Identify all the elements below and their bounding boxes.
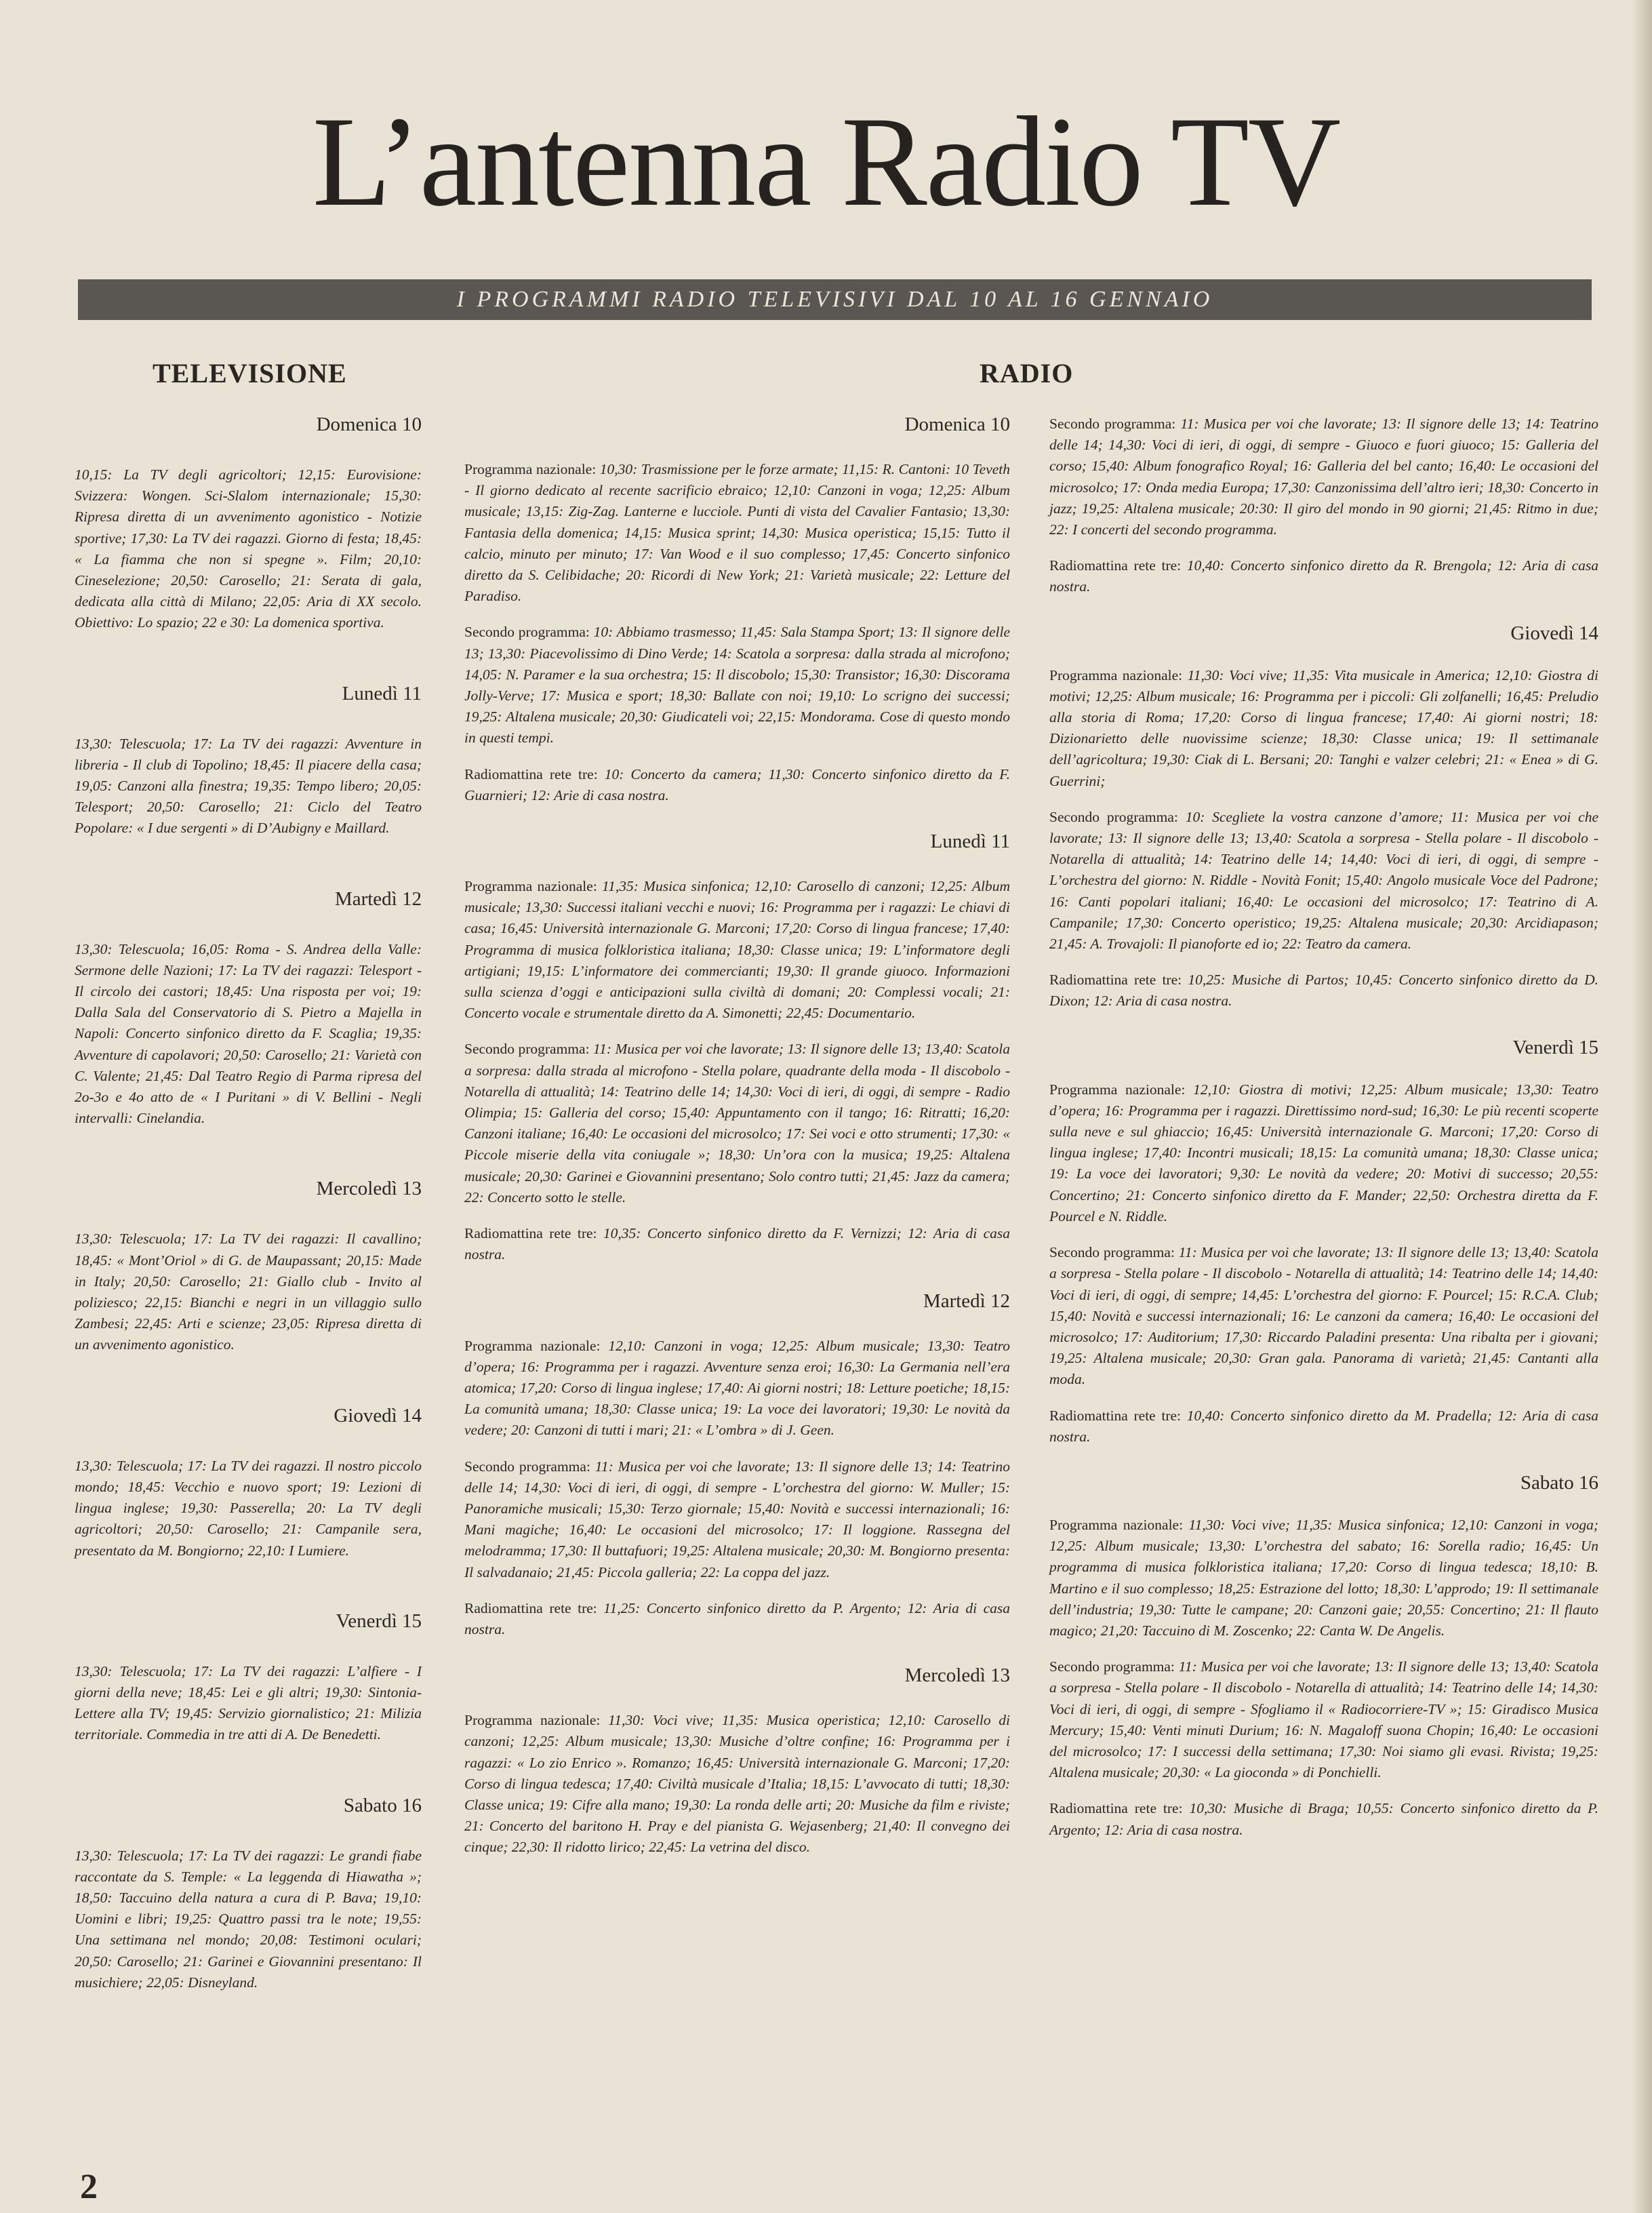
radio-day-block	[464, 414, 1010, 806]
radio-program-entry	[464, 622, 1010, 749]
radio-program-label: Programma nazionale:	[1049, 1081, 1186, 1098]
radio-program-schedule: 10,30: Musiche di Braga; 10,55: Concerto sinfonico diretto da P. Argento; 12: Aria di casa nostra.	[1049, 1800, 1599, 1838]
radio-program-label: Radiomattina rete tre:	[1049, 972, 1182, 989]
radio-program-entry	[1049, 555, 1598, 597]
radio-program-entry	[464, 1039, 1010, 1208]
tv-day-heading: Domenica 10	[316, 414, 422, 435]
radio-day-heading: Venerdì 15	[1512, 1036, 1598, 1058]
tv-day-heading: Lunedì 11	[342, 682, 422, 704]
radio-program-label: Radiomattina rete tre:	[1049, 557, 1182, 574]
radio-program-entry	[1049, 1242, 1598, 1390]
page-edge-shadow	[1632, 0, 1652, 2213]
radio-program-label: Secondo programma:	[1049, 1658, 1175, 1675]
radio-program-schedule: 10,25: Musiche di Partos; 10,45: Concerto sinfonico diretto da D. Dixon; 12: Aria di casa nostra.	[1049, 972, 1599, 1010]
radio-program-schedule: 10,40: Concerto sinfonico diretto da R. Brengola; 12: Aria di casa nostra.	[1049, 557, 1599, 595]
radio-program-schedule: 12,10: Canzoni in voga; 12,25: Album musicale; 13,30: Teatro d’opera; 16: Programma per i ragazzi. Avventure senza eroi; 16,30: La Germania nell’era atomica; 17,20: Corso di lingua inglese; 17,40: Ai giorni nostri; 18: Letture poetiche; 18,15: La comunità umana; 18,30: Classe unica; 19: La voce dei lavoratori; 19,30: Le novità da vedere; 20: Canzoni di tutti i mari; 21: « L’ombra » di J. Geen.	[464, 1337, 1011, 1439]
radio-day-block	[1049, 1037, 1598, 1448]
tv-day-block	[75, 1405, 422, 1561]
radio-program-schedule: 10,35: Concerto sinfonico diretto da F. Vernizzi; 12: Aria di casa nostra.	[464, 1225, 1010, 1263]
tv-day-heading: Sabato 16	[343, 1794, 422, 1816]
radio-program-schedule: 11,30: Voci vive; 11,35: Musica sinfonica; 12,10: Canzoni in voga; 12,25: Album musicale; 13,30: L’orchestra del sabato; 16: Sorella radio; 16,45: Un programma di musica folkloristica italiana; 17,20: Corso di lingua tedesca; 18,10: B. Martino e il suo complesso; 18,25: Estrazione del lotto; 18,30: L’approdo; 19: Il settimanale dell’industria; 19,30: Tutte le campane; 20: Canzoni gaie; 20,55: Concertino; 21: Il flauto magico; 21,20: Taccuino di M. Zoscenko; 22: Canta W. De Angelis.	[1049, 1516, 1598, 1639]
radio-program-label: Secondo programma:	[1049, 808, 1178, 825]
tv-day-block	[75, 1610, 422, 1746]
tv-day-heading: Mercoledì 13	[316, 1178, 422, 1200]
radio-day-heading: Martedì 12	[923, 1290, 1010, 1312]
radio-day-block	[1049, 622, 1598, 1012]
radio-program-entry	[1049, 1405, 1598, 1448]
television-column	[75, 414, 422, 2042]
tv-day-schedule: 13,30: Telescuola; 17: La TV dei ragazzi: L’alfiere - I giorni della neve; 18,45: Lei e gli altri; 19,30: Sintonia-Lettere alla TV; 19,45: Servizio giornalistico; 21: Milizia territoriale. Commedia in tre atti di A. De Benedetti.	[75, 1662, 422, 1743]
page-number: 2	[80, 2168, 98, 2206]
radio-day-block	[1049, 414, 1598, 598]
radio-program-label: Programma nazionale:	[464, 878, 597, 895]
radio-program-entry	[464, 1710, 1010, 1858]
radio-column-right	[1049, 414, 1598, 1865]
schedule-banner: I PROGRAMMI RADIO TELEVISIVI DAL 10 AL 16 GENNAIO	[78, 279, 1592, 320]
radio-program-schedule: 10: Abbiamo trasmesso; 11,45: Sala Stampa Sport; 13: Il signore delle 13; 13,30: Piacevolissimo di Dino Verde; 14: Scatola a sorpresa: dalla strada al microfono; 14,05: N. Paramer e la sua orchestra; 15: Il discobolo; 15,30: Transistor; 16,30: Discorama Jolly-Verve; 17: Musica e sport; 18,30: Ballate con noi; 19,10: Lo scrigno dei successi; 19,25: Altalena musicale; 20,30: Giudicateli voi; 22,15: Mondorama. Cose di questo mondo in questi tempi.	[464, 624, 1011, 746]
radio-program-label: Programma nazionale:	[464, 1337, 601, 1354]
tv-day-schedule: 13,30: Telescuola; 17: La TV dei ragazzi. Il nostro piccolo mondo; 18,45: Vecchio e nuovo sport; 19: Lezioni di lingua inglese; 19,30: Passerella; 20: La TV degli agricoltori; 20,50: Carosello; 21: Campanile sera, presentato da M. Bongiorno; 22,10: I Lumiere.	[75, 1457, 422, 1559]
radio-program-label: Radiomattina rete tre:	[1049, 1407, 1182, 1424]
radio-program-label: Secondo programma:	[464, 1458, 590, 1475]
radio-program-entry	[464, 1456, 1010, 1583]
radio-program-schedule: 10,40: Concerto sinfonico diretto da M. Pradella; 12: Aria di casa nostra.	[1049, 1407, 1599, 1445]
tv-day-schedule: 13,30: Telescuola; 17: La TV dei ragazzi: Le grandi fiabe raccontate da S. Temple: « La leggenda di Hiawatha »; 18,50: Taccuino della natura a cura di P. Bava; 19,10: Uomini e libri; 19,25: Quattro passi tra le note; 19,55: Una settimana nel mondo; 20,08: Testimoni oculari; 20,50: Carosello; 21: Garinei e Giovannini presentano: Il musichiere; 22,05: Disneyland.	[75, 1847, 422, 1991]
radio-program-entry	[1049, 414, 1598, 540]
radio-program-label: Programma nazionale:	[464, 1712, 601, 1729]
radio-program-schedule: 10: Scegliete la vostra canzone d’amore; 11: Musica per voi che lavorate; 13: Il signore delle 13; 13,40: Scatola a sorpresa - Stella polare - Il discobolo - Notarella di attualità; 14: Teatrino delle 14; 14,40: Voci di ieri, di oggi, di sempre - L’orchestra del giorno: N. Riddle - Novità Fonit; 15,40: Angolo musicale Voce del Padrone; 16: Canti popolari italiani; 16,40: Le occasioni del microsolco; 17: Teatrino di A. Campanile; 17,30: Concerto operistico; 19,25: Altalena musicale; 20,30: Arcidiapason; 21,45: A. Trovajoli: Il pianoforte ed io; 22: Teatro da camera.	[1049, 808, 1598, 953]
radio-program-label: Secondo programma:	[1049, 416, 1176, 432]
tv-day-block	[75, 1795, 422, 1993]
radio-program-schedule: 11: Musica per voi che lavorate; 13: Il signore delle 13; 14: Teatrino delle 14; 14,30: Voci di ieri, di oggi, di sempre - Giuoco e fuori giuoco; 15: Galleria del corso; 15,40: Album fonografico Royal; 16: Galleria del bel canto; 16,40: Le occasioni del microsolco; 17: Onda media Europa; 17,30: Canzonissima dell’altro ieri; 18,30: Concerto in jazz; 19,25: Altalena musicale; 20:30: Il giro del mondo in 90 giorni; 21,45: Ritmo in due; 22: I concerti del secondo programma.	[1049, 416, 1598, 538]
radio-program-entry	[1049, 1515, 1598, 1641]
radio-day-block	[1049, 1472, 1598, 1841]
radio-day-block	[464, 1664, 1010, 1858]
radio-program-schedule: 11: Musica per voi che lavorate; 13: Il signore delle 13; 13,40: Scatola a sorpresa - Stella polare - Il discobolo - Notarella di attualità; 14: Teatrino delle 14; 14,30: Voci di ieri, di oggi, di sempre - Sfogliamo il « Radiocorriere-TV »; 15: Giradisco Musica Mercury; 15,40: Venti minuti Durium; 16: N. Magaloff suona Chopin; 16,40: Le occasioni del microsolco; 17: I successi della settimana; 17,30: Noi siamo gli evasi. Rivista; 19,25: Altalena musicale; 20,30: « La gioconda » di Ponchielli.	[1049, 1658, 1599, 1781]
tv-day-heading: Venerdì 15	[336, 1610, 422, 1632]
radio-program-schedule: 11,25: Concerto sinfonico diretto da P. Argento; 12: Aria di casa nostra.	[464, 1599, 1011, 1637]
radio-program-label: Programma nazionale:	[464, 461, 597, 477]
radio-day-heading: Mercoledì 13	[904, 1664, 1010, 1687]
tv-day-heading: Martedì 12	[334, 888, 422, 910]
tv-day-block	[75, 683, 422, 839]
radio-program-label: Secondo programma:	[464, 1041, 590, 1058]
radio-program-entry	[464, 1598, 1010, 1640]
radio-program-schedule: 11: Musica per voi che lavorate; 13: Il signore delle 13; 14: Teatrino delle 14; 14,30: Voci di ieri, di oggi, di sempre - L’orchestra del giorno: W. Muller; 15: Panoramiche musicali; 15,30: Terzo giornale; 15,40: Novità e successi internazionali; 16: Mani magiche; 16,40: Le occasioni del microsolco; 17: Il loggione. Rassegna del melodramma; 17,30: Il buttafuori; 19,25: Altalena musicale; 20,30: M. Bongiorno presenta: Il salvadanaio; 21,45: Piccola galleria; 22: La coppa del jazz.	[464, 1458, 1010, 1580]
television-section-title: TELEVISIONE	[153, 358, 347, 388]
tv-day-block	[75, 1178, 422, 1355]
tv-day-block	[75, 888, 422, 1130]
tv-day-schedule: 13,30: Telescuola; 16,05: Roma - S. Andrea della Valle: Sermone delle Nazioni; 17: La TV dei ragazzi: Telesport - Il circolo dei castori; 18,45: Una risposta per voi; 19: Dalla Sala del Conservatorio di S. Pietro a Majella in Napoli: Concerto sinfonico diretto da F. Scaglia; 19,35: Avventure di capolavori; 20,50: Carosello; 21: Varietà con C. Valente; 21,45: Dal Teatro Regio di Parma ripresa del 2o-3o e 4o atto de « I Puritani » di V. Bellini - Negli intervalli: Cinelandia.	[75, 940, 422, 1127]
radio-program-schedule: 10: Concerto da camera; 11,30: Concerto sinfonico diretto da F. Guarnieri; 12: Arie di casa nostra.	[464, 765, 1011, 803]
radio-program-entry	[464, 1223, 1010, 1265]
radio-program-entry	[1049, 1656, 1598, 1783]
radio-program-entry	[1049, 970, 1598, 1012]
radio-program-entry	[1049, 807, 1598, 955]
radio-program-entry	[464, 764, 1010, 806]
radio-program-label: Radiomattina rete tre:	[464, 1599, 597, 1616]
radio-section-title: RADIO	[980, 358, 1074, 388]
radio-program-entry	[1049, 665, 1598, 792]
radio-program-schedule: 12,10: Giostra di motivi; 12,25: Album musicale; 13,30: Teatro d’opera; 16: Programma per i ragazzi. Direttissimo nord-sud; 16,30: Le più recenti scoperte sulla neve e sul ghiaccio; 16,45: Università internazionale G. Marconi; 17,20: Corso di lingua inglese; 17,40: Incontri musicali; 18,15: La comunità umana; 18,30: Classe unica; 19: La voce dei lavoratori; 9,30: Le novità da vedere; 20: Motivi di successo; 20,55: Concertino; 21: Concerto sinfonico diretto da F. Mander; 22,50: Orchestra diretta da F. Pourcel e N. Riddle.	[1049, 1081, 1598, 1224]
radio-program-label: Programma nazionale:	[1049, 1516, 1184, 1533]
tv-day-schedule: 13,30: Telescuola; 17: La TV dei ragazzi: Il cavallino; 18,45: « Mont’Oriol » di G. de Maupassant; 20,15: Made in Italy; 20,50: Carosello; 21: Giallo club - Invito al poliziesco; 22,15: Bianchi e negri in un villaggio sullo Zambesi; 22,45: Arti e scienze; 23,05: Ripresa diretta di un avvenimento agonistico.	[75, 1231, 422, 1353]
radio-program-entry	[1049, 1079, 1598, 1227]
radio-program-entry	[464, 1336, 1010, 1441]
radio-day-block	[464, 1290, 1010, 1641]
radio-program-label: Radiomattina rete tre:	[1049, 1800, 1183, 1817]
radio-program-label: Radiomattina rete tre:	[464, 1225, 597, 1242]
radio-day-block	[464, 831, 1010, 1265]
radio-program-label: Secondo programma:	[464, 624, 590, 641]
radio-day-heading: Giovedì 14	[1510, 622, 1598, 644]
radio-program-schedule: 11: Musica per voi che lavorate; 13: Il signore delle 13; 13,40: Scatola a sorpresa: dalla strada al microfono - Stella polare, quadrante della moda - Il discobolo - Notarella di attualità; 14: Teatrino delle 14; 14,30: Voci di ieri, di oggi, di sempre - Radio Olimpia; 15: Galleria del corso; 15,40: Appuntamento con il tango; 16: Ritratti; 16,20: Canzoni italiane; 16,40: Le occasioni del microsolco; 17: Sei voci e otto strumenti; 17,30: « Piccole miserie della vita coniugale »; 18,30: Un’ora con la musica; 19,25: Altalena musicale; 20,30: Garinei e Giovannini presentano; Solo contro tutti; 21,45: Jazz da camera; 22: Concerto sotto le stelle.	[464, 1041, 1011, 1205]
radio-program-schedule: 11,30: Voci vive; 11,35: Vita musicale in America; 12,10: Giostra di motivi; 12,25: Album musicale; 16: Programma per i piccoli: Gli zolfanelli; 16,45: Preludio alla storia di Roma; 17,20: Corso di lingua francese; 17,40: Ai giorni nostri; 18: Dizionarietto delle nuovissime scienze; 18,30: Classe unica; 19: Il settimanale dell’agricoltura; 19,30: Ciak di L. Bersani; 20: Tanghi e valzer celebri; 21: « Enea » di G. Guerrini;	[1049, 666, 1599, 789]
tv-day-schedule: 13,30: Telescuola; 17: La TV dei ragazzi: Avventure in libreria - Il club di Topolino; 18,45: Il piacere della casa; 19,05: Canzoni alla finestra; 19,35: Tempo libero; 20,05: Telesport; 20,50: Carosello; 21: Ciclo del Teatro Popolare: « I due sergenti » di D’Aubigny e Maillard.	[75, 735, 422, 837]
radio-day-heading: Lunedì 11	[930, 831, 1010, 853]
masthead-title: L’antenna Radio TV	[312, 91, 1340, 233]
radio-column-left	[464, 414, 1010, 1883]
radio-program-schedule: 10,30: Trasmissione per le forze armate; 11,15: R. Cantoni: 10 Teveth - Il giorno dedicato al recente sacrificio ebraico; 12,10: Canzoni in voga; 12,25: Album musicale; 13,15: Zig-Zag. Lanterne e lucciole. Punti di vista del Cavalier Fantasio; 13,30: Fantasia della domenica; 14,15: Musica sprint; 14,30: Musica operistica; 15,15: Tutto il calcio, minuto per minuto; 17: Van Wood e il suo complesso; 17,45: Concerto sinfonico diretto da S. Celibidache; 20: Ricordi di New York; 21: Varietà musicale; 22: Letture del Paradiso.	[464, 461, 1011, 605]
tv-day-schedule: 10,15: La TV degli agricoltori; 12,15: Eurovisione: Svizzera: Wongen. Sci-Slalom internazionale; 15,30: Ripresa diretta di un avvenimento agonistico - Notizie sportive; 17,30: La TV dei ragazzi. Giorno di festa; 18,45: « La fiamma che non si spegne ». Film; 20,10: Cineselezione; 20,50: Carosello; 21: Serata di gala, dedicata alla città di Milano; 22,05: Aria di XX secolo. Obiettivo: Lo spazio; 22 e 30: La domenica sportiva.	[75, 466, 422, 631]
tv-day-block	[75, 414, 422, 634]
radio-day-heading: Sabato 16	[1520, 1471, 1598, 1494]
radio-program-label: Radiomattina rete tre:	[464, 765, 598, 782]
tv-day-heading: Giovedì 14	[334, 1404, 422, 1427]
radio-program-entry	[464, 876, 1010, 1024]
radio-program-label: Secondo programma:	[1049, 1244, 1175, 1261]
radio-program-label: Programma nazionale:	[1049, 666, 1183, 683]
radio-program-schedule: 11,35: Musica sinfonica; 12,10: Carosello di canzoni; 12,25: Album musicale; 13,30: Successi italiani vecchi e nuovi; 16: Programma per i ragazzi: Le chiavi di casa; 16,45: Università internazionale G. Marconi; 17,20: Corso di lingua francese; 17,40: Programma di musica folkloristica italiana; 18,30: Classe unica; 19: L’informatore degli artigiani; 19,15: L’informatore dei commercianti; 19,30: Il grande giuoco. Informazioni sulla scienza d’oggi e anticipazioni sulla civiltà di domani; 20: Complessi vocali; 21: Concerto vocale e strumentale diretto da A. Simonetti; 22,45: Documentario.	[464, 878, 1010, 1022]
radio-program-schedule: 11,30: Voci vive; 11,35: Musica operistica; 12,10: Carosello di canzoni; 12,25: Album musicale; 13,30: Musiche d’oltre confine; 16: Programma per i ragazzi: « Lo zio Enrico ». Romanzo; 16,45: Università internazionale G. Marconi; 17,20: Corso di lingua tedesca; 17,40: Civiltà musicale d’Italia; 18,15: L’avvocato di tutti; 18,30: Classe unica; 19: Cifre alla mano; 19,30: La ronda delle arti; 20: Musiche da film e riviste; 21: Concerto del baritono H. Pray e del pianista G. Wejasenberg; 21,40: Il convegno dei cinque; 22,30: Il ridotto lirico; 22,45: La vetrina del disco.	[464, 1712, 1011, 1856]
radio-program-schedule: 11: Musica per voi che lavorate; 13: Il signore delle 13; 13,40: Scatola a sorpresa - Stella polare - Il discobolo - Notarella di attualità; 14: Teatrino delle 14; 14,40: Voci di ieri, di oggi, di sempre; 14,45: L’orchestra del giorno: F. Pourcel; 15: R.C.A. Club; 15,40: Novità e successi internazionali; 16: Le canzoni da camera; 16,40: Le occasioni del microsolco; 17: Auditorium; 17,30: Riccardo Paladini presenta: Una ribalta per i giovani; 19,25: Altalena musicale; 20,30: Gran gala. Panorama di varietà; 21,45: Cantanti alla moda.	[1049, 1244, 1599, 1388]
radio-program-entry	[464, 459, 1010, 607]
radio-program-entry	[1049, 1798, 1598, 1840]
radio-day-heading: Domenica 10	[904, 414, 1010, 435]
